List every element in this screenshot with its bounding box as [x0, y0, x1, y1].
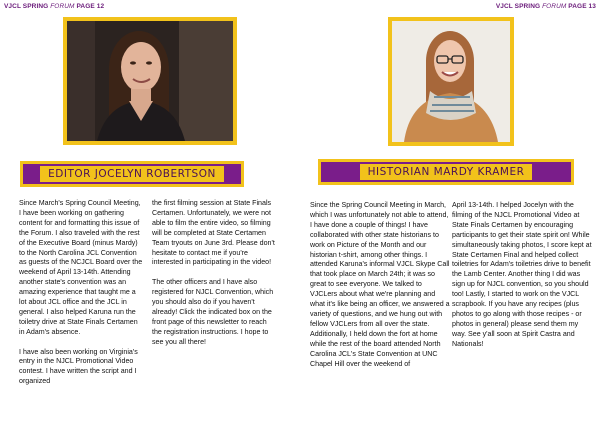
editor-photo — [63, 17, 237, 145]
editor-column-2 — [152, 199, 276, 357]
historian-banner-title: HISTORIAN MARDY KRAMER — [360, 164, 533, 180]
historian-photo — [388, 17, 514, 146]
header-prefix: VJCL SPRING — [495, 3, 543, 10]
historian-column-2 — [452, 201, 592, 359]
header-suffix: PAGE 12 — [74, 3, 105, 10]
header-prefix: VJCL SPRING — [4, 3, 51, 10]
running-head-left — [4, 3, 104, 10]
header-italic: FORUM — [542, 3, 567, 10]
historian-banner — [318, 159, 574, 185]
page-13 — [300, 0, 600, 424]
header-italic: FORUM — [50, 3, 75, 10]
paragraph: April 13-14th. I helped Jocelyn with the filming of the NJCL Promotional Video at State Finals Certamen by encouraging participants to get their state spirit on! While simultaneously taking photos, I score kept at State Certamen Final and helped collect toiletries for Adam's toiletries drive to benefit the Lamb Center. Another thing I did was sign up for NJCL convention, so you should too! Lastly, I started to work on the VJCL scrapbook. If you have any recipes (plus photos to go along with those recipes - or photos in general) please send them my way. See y'all soon at Spirit Castra and Nationals! — [452, 201, 592, 348]
header-suffix: PAGE 13 — [566, 3, 596, 10]
paragraph: Since the Spring Council Meeting in March, which I was unfortunately not able to attend, I have done a couple of things! I have collaborated with other state historians to work on Picture of the Month and our historian t-shirt, among other things. I attended Karuna's informal VJCL Skype Call that took place on March 24th; it was so great to see everyone. We talked to VJCLers about what we're planning and what it's like being an officer, we answered a variety of questions, and we hung out with fellow VJCLers from all over the state. Additionally, I held down the fort at home while the rest of the board attended North Carolina JCL's State Convention at UNC Chapel Hill over the weekend of — [310, 201, 450, 368]
paragraph: The other officers and I have also registered for NJCL Convention, which you should also do if you haven't already! Click the indicated box on the front page of this newsletter to reach the registration instructions. I hope to see you all there! — [152, 278, 274, 346]
historian-column-1 — [310, 201, 450, 379]
editor-banner-title: EDITOR JOCELYN ROBERTSON — [40, 166, 224, 182]
paragraph: Since March's Spring Council Meeting, I have been working on gathering content for and formatting this issue of the Forum. I also traveled with the rest of the Executive Board (minus Mardy) to the North Carolina JCL Convention as guests of the NCJCL Board over the weekend of April 13-14th. Attending another state's convention was an amazing experience that taught me a lot about JCL office and the JCL in general. I also helped Karuna run the toiletry drive at State Finals Certamen in Adam's absence. — [19, 199, 143, 336]
paragraph: I have also been working on Virginia's entry in the NJCL Promotional Video contest. I have written the script and I organized — [19, 347, 138, 386]
editor-column-1 — [19, 199, 143, 397]
paragraph: the first filming session at State Finals Certamen. Unfortunately, we were not able to film the entire video, so filming will be completed at State Certamen Team tryouts on June 3rd. Please don't hesitate to contact me if you're interested in participating in the video! — [152, 199, 275, 267]
running-head-right — [496, 3, 596, 10]
editor-banner — [20, 161, 244, 187]
